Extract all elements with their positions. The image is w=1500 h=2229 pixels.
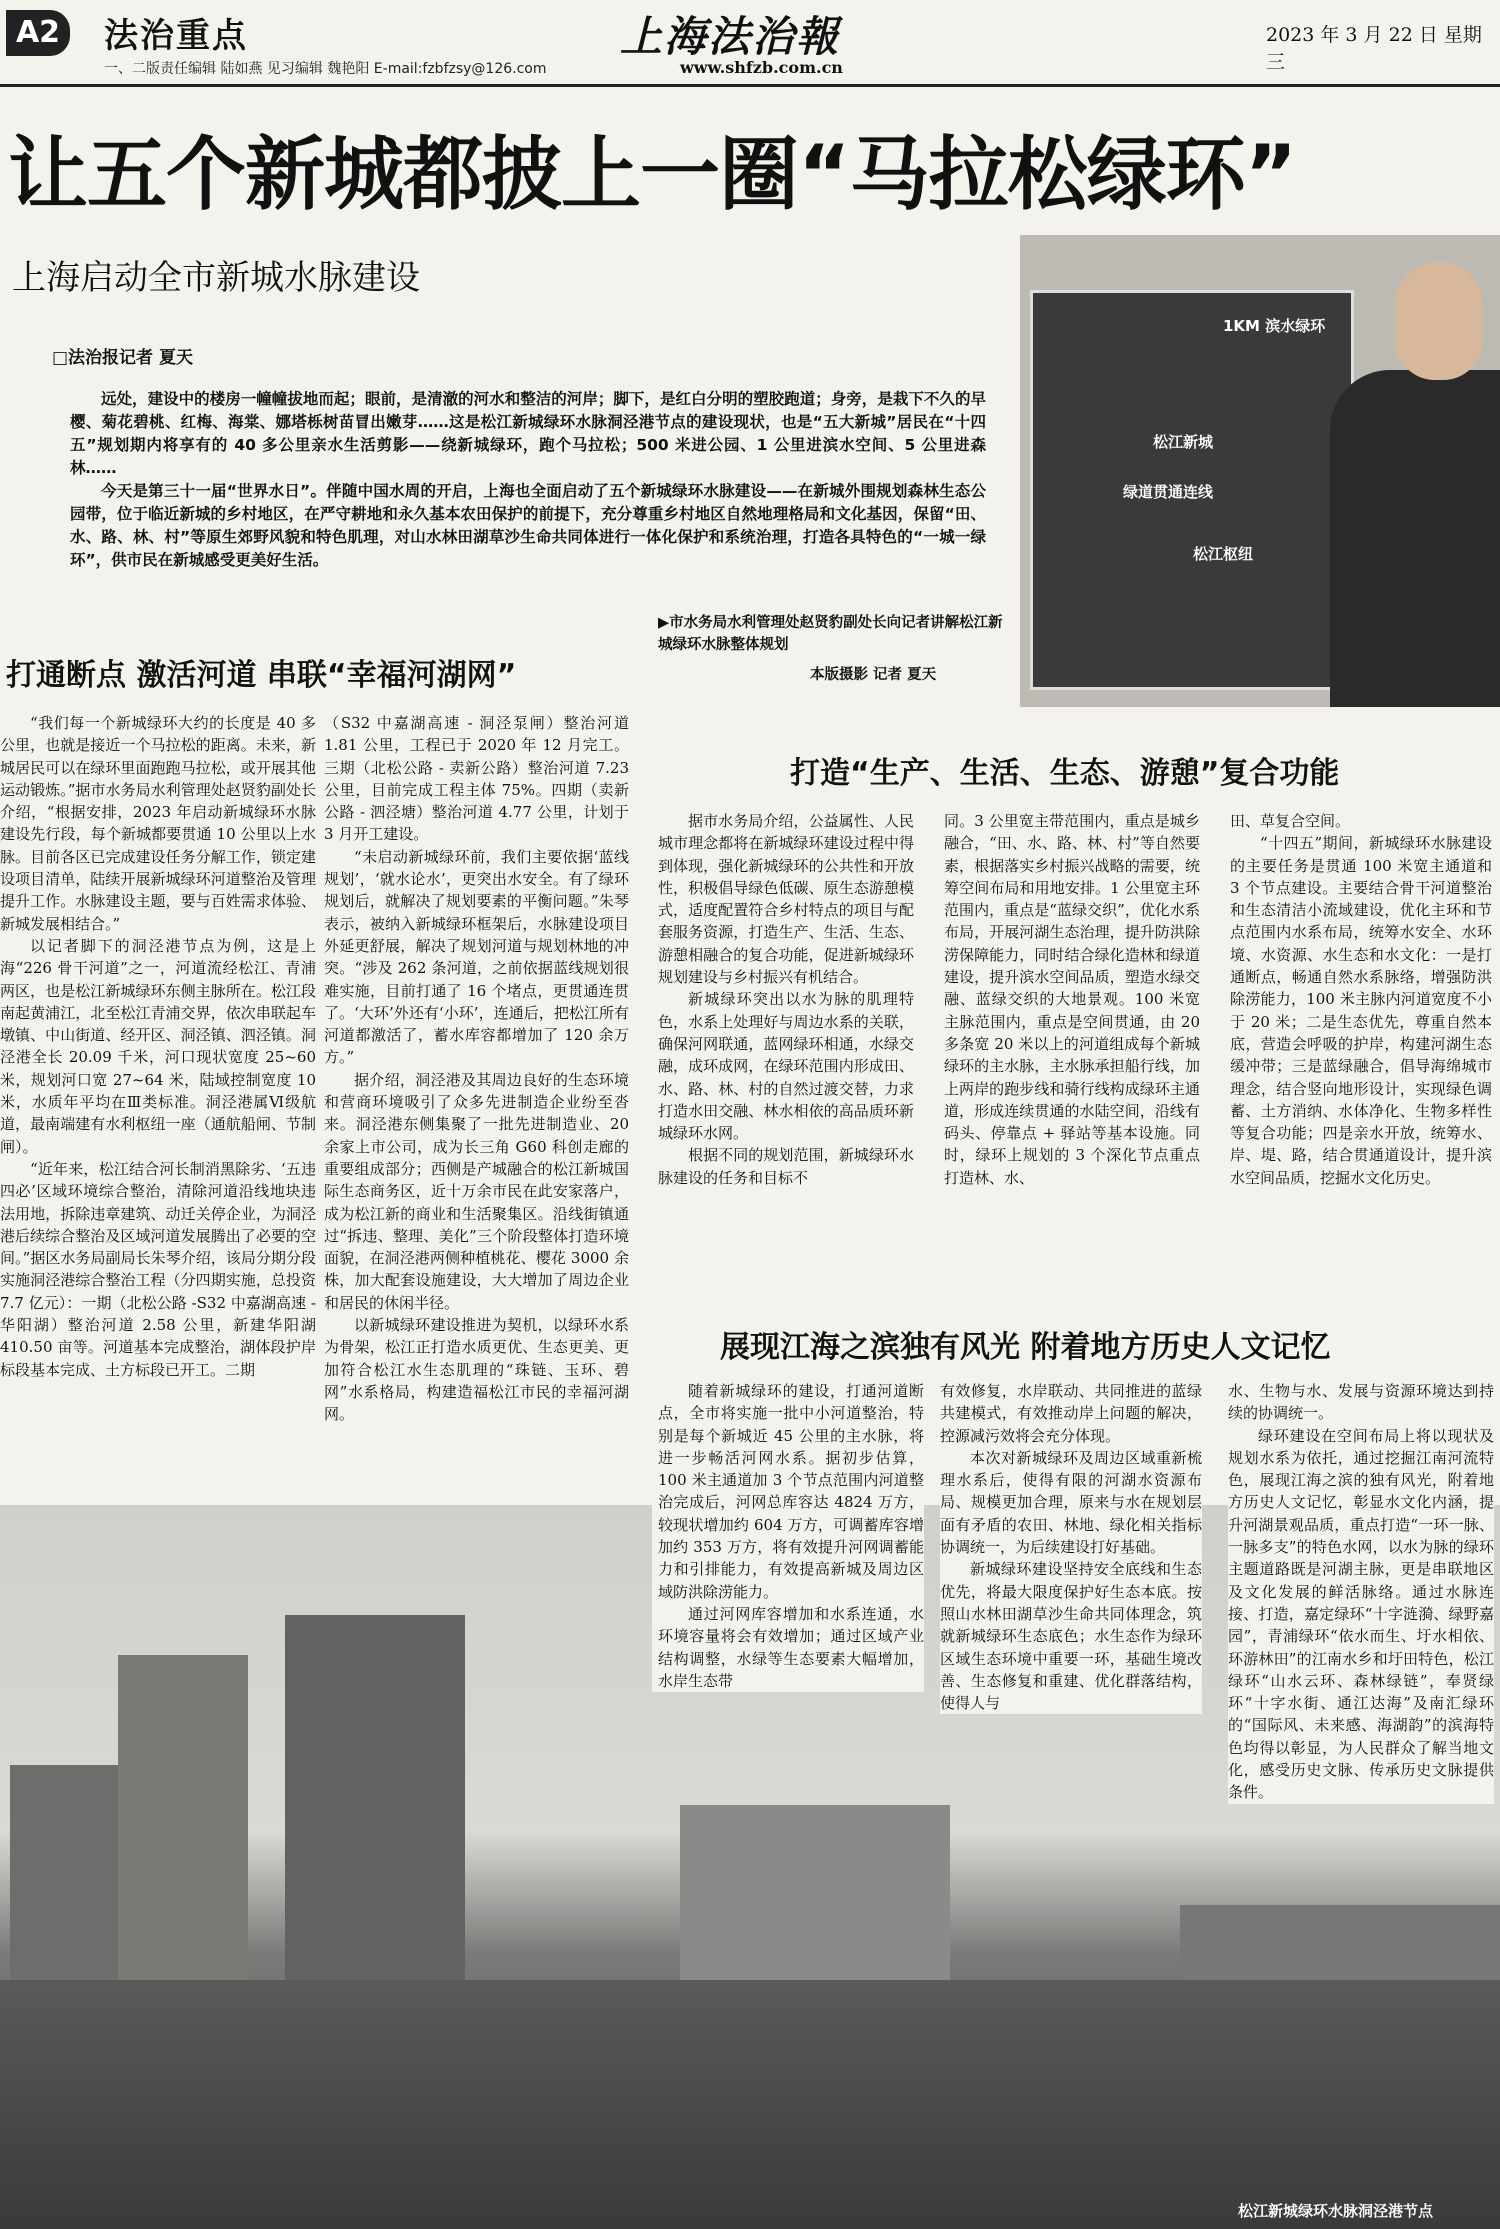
- lead-paragraph: 远处，建设中的楼房一幢幢拔地而起；眼前，是清澈的河水和整洁的河岸；脚下，是红白分明的塑胶跑道；身旁，是栽下不久的早樱、菊花碧桃、红梅、海棠、娜塔栎树苗冒出嫩芽……这是松江新城绿环水脉洞泾港节点的建设现状，也是“五大新城”居民在“十四五”规划期内将享有的 40 多公里亲水生活剪影——绕新城绿环，跑个马拉松；500 米进公园、1 公里进滨水空间、5 公里进森林……: [70, 390, 986, 477]
- paragraph: 有效修复，水岸联动、共同推进的蓝绿共建模式，有效推动岸上问题的解决，控源减污效将会充分体现。: [940, 1382, 1202, 1445]
- section2-column-2: [944, 810, 1200, 1189]
- section3-column-3: [1228, 1380, 1494, 1804]
- paragraph: “近年来，松江结合河长制消黑除劣、‘五违四必’区域环境综合整治，清除河道沿线地块违法用地，拆除违章建筑、动迁关停企业，为洞泾港后续综合整治及区域河道发展腾出了必要的空间。”据区水务局副局长朱琴介绍，该局分期分段实施洞泾港综合整治工程（分四期实施，总投资 7.7 亿元）：一期（北松公路 -S32 中嘉湖高速 - 华阳湖）整治河道 2.58 公里，新建华阳湖 410.50 亩等。河道基本完成整治，湖体段护岸标段基本完成、土方标段已开工。二期: [0, 1159, 316, 1379]
- section1-column-2: [324, 712, 629, 1426]
- page-number-badge: A2: [6, 10, 70, 56]
- paragraph: 据介绍，洞泾港及其周边良好的生态环境和营商环境吸引了众多先进制造企业纷至沓来。洞泾港东侧集聚了一批先进制造业、20 余家上市公司，成为长三角 G60 科创走廊的重要组成部分；西侧是产城融合的松江新城国际生态商务区，近十万余市民在此安家落户，成为松江新的商业和生活聚集区。沿线街镇通过“拆违、整理、美化”三个阶段整体打造环境面貌，在洞泾港两侧种植桃花、樱花 3000 余株，加大配套设施建设，大大增加了周边企业和居民的休闲半径。: [324, 1070, 629, 1312]
- paragraph: 通过河网库容增加和水系连通，水环境容量将会有效增加；通过区域产业结构调整，水绿等生态要素大幅增加，水岸生态带: [658, 1604, 924, 1690]
- editors-line: 一、二版责任编辑 陆如燕 见习编辑 魏艳阳 E-mail:fzbfzsy@126.com: [104, 61, 547, 77]
- section3-column-1: [652, 1380, 924, 1692]
- paragraph: 以记者脚下的洞泾港节点为例，这是上海“226 骨干河道”之一，河道流经松江、青浦两区，也是松江新城绿环东侧主脉所在。松江段南起黄浦江，北至松江青浦交界，依次串联起车墩镇、中山街道、经开区、洞泾镇、泗泾镇。洞泾港全长 20.09 千米，河口现状宽度 25~60 米，规划河口宽 27~64 米，陆域控制宽度 10 米，水质年平均在Ⅲ类标准。洞泾港属Ⅵ级航道，最南端建有水利枢纽一座（通航船闸、节制闸）。: [0, 936, 316, 1156]
- paragraph: 水、生物与水、发展与资源环境达到持续的协调统一。: [1228, 1382, 1494, 1423]
- paragraph: 绿环建设在空间布局上将以现状及规划水系为依托，通过挖掘江南河流特色，展现江海之滨的独有风光，附着地方历史人文记忆，彰显水文化内涵，提升河湖景观品质，重点打造“一环一脉、一脉多支”的特色水网，以水为脉的绿环主题道路既是河湖主脉，更是串联地区及文化发展的鲜活脉络。通过水脉连接、打造，嘉定绿环“十字涟漪、绿野嘉园”，青浦绿环“依水而生、圩水相依、环游林田”的江南水乡和圩田特色，松江绿环“山水云环、森林绿链”，奉贤绿环“十字水街、通江达海”及南汇绿环的“国际风、未来感、海湖韵”的滨海特色均得以彰显，为人民群众了解当地文化，感受历史文脉、传承历史文脉提供条件。: [1228, 1426, 1494, 1802]
- paragraph: （S32 中嘉湖高速 - 洞泾泵闸）整治河道 1.81 公里，工程已于 2020 年 12 月完工。三期（北松公路 - 卖新公路）整治河道 7.23 公里，目前完成工程主体 75%。四期（卖新公路 - 泗泾塘）整治河道 4.77 公里，计划于 3 月开工建设。: [324, 714, 629, 844]
- section3-heading: 展现江海之滨独有风光 附着地方历史人文记忆: [720, 1330, 1331, 1365]
- photo-credit: 本版摄影 记者 夏天: [810, 667, 937, 683]
- person-figure: [1330, 370, 1500, 707]
- section1-column-1: [0, 712, 316, 1381]
- paragraph: 新城绿环突出以水为脉的肌理特色，水系上处理好与周边水系的关联，确保河网联通，蓝网绿环相通，水绿交融，成环成网，在绿环范围内形成田、水、路、林、村的自然过渡交替，力求打造水田交融、林水相依的高品质环新城绿环水网。: [658, 990, 914, 1143]
- website: www.shfzb.com.cn: [680, 58, 843, 77]
- section-title: 法治重点: [104, 16, 248, 56]
- photo2-caption: 松江新城绿环水脉洞泾港节点: [1238, 2202, 1434, 2220]
- map-label: 1KM 滨水绿环: [1223, 317, 1326, 335]
- section3-column-2: [940, 1380, 1202, 1714]
- photo-caption: ▶市水务局水利管理处赵贤豹副处长向记者讲解松江新城绿环水脉整体规划: [658, 615, 1003, 653]
- section2-heading: 打造“生产、生活、生态、游憩”复合功能: [790, 756, 1340, 791]
- lead-paragraph: 今天是第三十一届“世界水日”。伴随中国水周的开启，上海也全面启动了五个新城绿环水脉建设——在新城外围规划森林生态公园带，位于临近新城的乡村地区，在严守耕地和永久基本农田保护的前提下，充分尊重乡村地区自然地理格局和文化基因，保留“田、水、路、林、村”等原生郊野风貌和特色肌理，对山水林田湖草沙生命共同体进行一体化保护和系统治理，打造各具特色的“一城一绿环”，供市民在新城感受更美好生活。: [70, 482, 986, 569]
- map-label: 松江枢纽: [1193, 545, 1254, 563]
- section2-column-1: [658, 810, 914, 1189]
- map-label: 松江新城: [1153, 433, 1214, 451]
- paragraph: 田、草复合空间。: [1230, 812, 1351, 830]
- paragraph: 以新城绿环建设推进为契机，以绿环水系为骨架，松江正打造水质更优、生态更美、更加符合松江水生态肌理的“珠链、玉环、碧网”水系格局，构建造福松江市民的幸福河湖网。: [324, 1316, 629, 1424]
- byline: □法治报记者 夏天: [52, 348, 193, 368]
- map-label: 绿道贯通连线: [1123, 483, 1214, 501]
- paragraph: 据市水务局介绍，公益属性、人民城市理念都将在新城绿环建设过程中得到体现，强化新城绿环的公共性和开放性，积极倡导绿色低碳、原生态游憩模式，适度配置符合乡村特点的项目与配套服务资源，打造生产、生活、生态、游憩相融合的复合功能，促进新城绿环规划建设与乡村振兴有机结合。: [658, 812, 914, 987]
- section1-heading: 打通断点 激活河道 串联“幸福河湖网”: [6, 658, 517, 693]
- newspaper-name: 上海法治報: [620, 12, 841, 61]
- dateline: 2023 年 3 月 22 日 星期三: [1266, 24, 1482, 73]
- subheadline: 上海启动全市新城水脉建设: [12, 258, 420, 298]
- headline: 让五个新城都披上一圈“马拉松绿环”: [8, 128, 1297, 221]
- paragraph: “我们每一个新城绿环大约的长度是 40 多公里，也就是接近一个马拉松的距离。未来，新城居民可以在绿环里面跑跑马拉松，或开展其他运动锻炼。”据市水务局水利管理处赵贤豹副处长介绍，“根据安排，2023 年启动新城绿环水脉建设先行段，每个新城都要贯通 10 公里以上水脉。目前各区已完成建设任务分解工作，锁定建设项目清单，陆续开展新城绿环河道整治及管理提升工作。水脉建设主题，要与百姓需求体验、新城发展相结合。”: [0, 714, 316, 933]
- planning-map: [1030, 290, 1354, 690]
- section2-column-3: [1230, 810, 1492, 1189]
- paragraph: 根据不同的规划范围，新城绿环水脉建设的任务和目标不: [658, 1146, 914, 1187]
- lead-paragraphs: [70, 388, 986, 572]
- paragraph: 随着新城绿环的建设，打通河道断点，全市将实施一批中小河道整治，特别是每个新城近 45 公里的主水脉，将进一步畅活河网水系。据初步估算，100 米主通道加 3 个节点范围内河道整治完成后，河网总库容达 4824 万方，较现状增加约 604 万方，可调蓄库容增加约 353 万方，将有效提升河网调蓄能力和引排能力，有效提高新城及周边区域防洪除涝能力。: [658, 1382, 924, 1601]
- river-water: [0, 1980, 1500, 2229]
- paragraph: 本次对新城绿环及周边区域重新梳理水系后，使得有限的河湖水资源布局、规模更加合理，原来与水在规划层面有矛盾的农田、林地、绿化相关指标协调统一，为后续建设打好基础。: [940, 1448, 1202, 1557]
- paragraph: “十四五”期间，新城绿环水脉建设的主要任务是贯通 100 米宽主通道和 3 个节点建设。主要结合骨干河道整治和生态清洁小流域建设，优化主环和节点范围内水系布局，统筹水安全、水环境、水资源、水生态和水文化：一是打通断点，畅通自然水系脉络，增强防洪除涝能力，100 米主脉内河道宽度不小于 20 米；二是生态优先，尊重自然本底，营造会呼吸的护岸，构建河湖生态缓冲带；三是蓝绿融合，倡导海绵城市理念，结合竖向地形设计，实现绿色调蓄、土方消纳、水体净化、生物多样性等复合功能；四是亲水开放，统筹水、岸、堤、路，结合贯通道设计，提升滨水空间品质，挖掘水文化历史。: [1230, 834, 1492, 1187]
- paragraph: 新城绿环建设坚持安全底线和生态优先，将最大限度保护好生态本底。按照山水林田湖草沙生命共同体理念，筑就新城绿环生态底色；水生态作为绿环区域生态环境中重要一环，基础生境改善、生态修复和重建、优化群落结构，使得人与: [940, 1560, 1202, 1713]
- person-head: [1395, 262, 1483, 380]
- paragraph: “未启动新城绿环前，我们主要依据‘蓝线规划’，‘就水论水’，更突出水安全。有了绿环规划后，就解决了规划要素的平衡问题。”朱琴表示，被纳入新城绿环框架后，水脉建设项目外延更舒展，解决了规划河道与规划林地的冲突。“涉及 262 条河道，之前依据蓝线规划很难实施，目前打通了 16 个堵点，更贯通连贯了。‘大环’外还有‘小环’，连通后，把松江所有河道都激活了，蓄水库容都增加了 120 余万方。”: [324, 847, 629, 1067]
- paragraph: 同。3 公里宽主带范围内，重点是城乡融合，“田、水、路、林、村”等自然要素，根据落实乡村振兴战略的需要，统筹空间布局和用地安排。1 公里宽主环范围内，重点是“蓝绿交织”，优化水系布局，开展河湖生态治理，提升防洪除涝保障能力，同时结合绿化造林和绿道建设，提升滨水空间品质，塑造水绿交融、蓝绿交织的大地景观。100 米宽主脉范围内，重点是空间贯通，由 20 多条宽 20 米以上的河道组成每个新城绿环的主水脉，主水脉承担船行线，加上两岸的跑步线和骑行线构成绿环主通道，形成连续贯通的水陆空间，沿线有码头、停靠点 + 驿站等基本设施。同时，绿环上规划的 3 个深化节点重点打造林、水、: [944, 812, 1200, 1187]
